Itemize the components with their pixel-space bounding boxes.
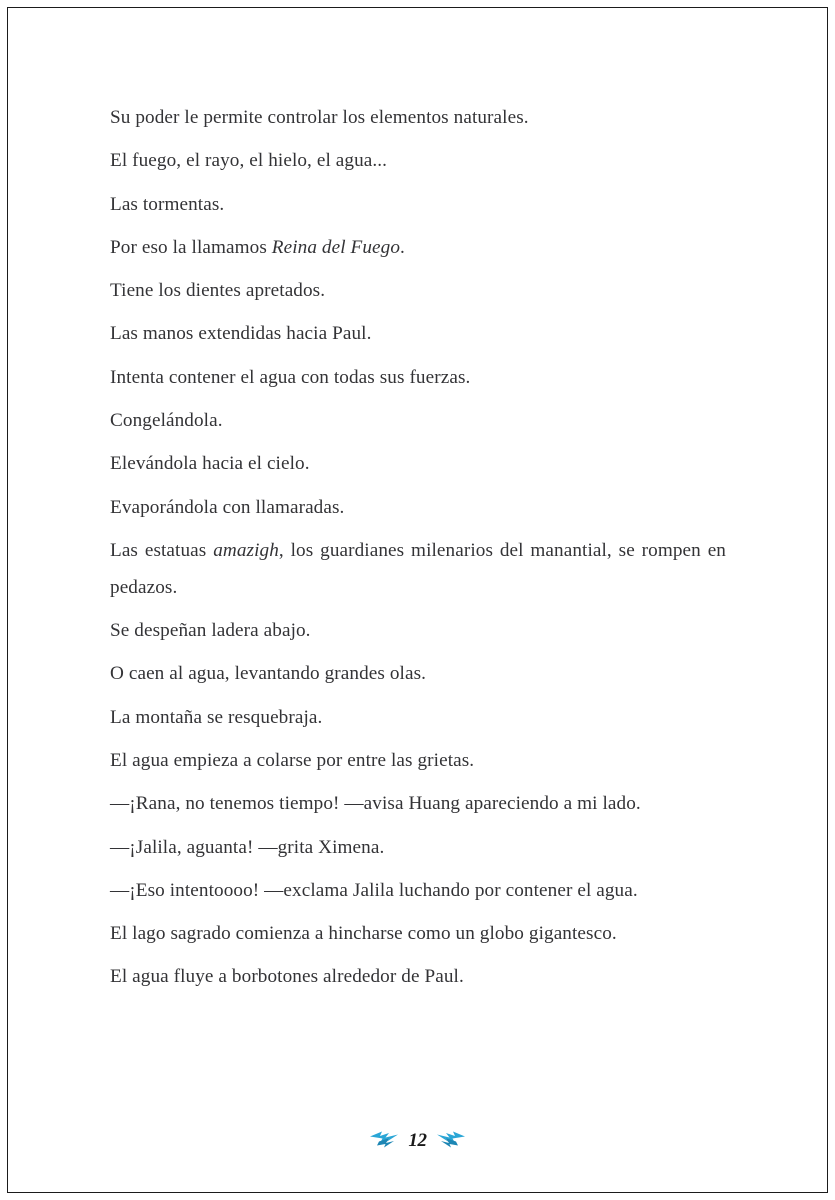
paragraph (110, 656, 726, 693)
text-run: Las estatuas (110, 539, 214, 561)
paragraph (110, 230, 726, 267)
text-run: El agua fluye a borbotones alrededor de Paul. (110, 966, 464, 988)
text-run: Congelándola. (110, 410, 223, 432)
text-run: . (400, 236, 405, 258)
paragraph (110, 613, 726, 650)
text-run: —¡Eso intentoooo! —exclama Jalila luchando por contener el agua. (110, 879, 638, 901)
text-run: La montaña se resquebraja. (110, 706, 323, 728)
paragraph (110, 360, 726, 397)
lightning-bolt-ornament-right (436, 1128, 466, 1150)
paragraph (110, 143, 726, 180)
lightning-bolt-ornament-left (369, 1128, 399, 1150)
text-run: O caen al agua, levantando grandes olas. (110, 663, 427, 685)
paragraph (110, 830, 726, 867)
text-run: Tiene los dientes apretados. (110, 280, 326, 302)
emphasis-text: amazigh (213, 539, 279, 561)
lightning-bolt-icon (369, 1128, 399, 1150)
text-run: Se despeñan ladera abajo. (110, 620, 311, 642)
paragraph (110, 743, 726, 780)
paragraph (110, 446, 726, 483)
paragraph (110, 786, 726, 823)
paragraph (110, 100, 726, 137)
text-run: El fuego, el rayo, el hielo, el agua... (110, 150, 388, 172)
page-number: 12 (408, 1129, 427, 1151)
paragraph (110, 316, 726, 353)
page-footer (0, 1122, 835, 1156)
paragraph (110, 187, 726, 224)
lightning-bolt-icon (436, 1128, 466, 1150)
text-run: El agua empieza a colarse por entre las grietas. (110, 749, 475, 771)
text-run: —¡Rana, no tenemos tiempo! —avisa Huang apareciendo a mi lado. (110, 793, 641, 815)
paragraph (110, 873, 726, 910)
text-run: Las tormentas. (110, 193, 225, 215)
text-run: , los guardianes milenarios del manantial, se rompen en pedazos. (110, 539, 726, 598)
text-run: El lago sagrado comienza a hincharse como un globo gigantesco. (110, 923, 617, 945)
paragraph (110, 959, 726, 996)
text-run: Intenta contener el agua con todas sus fuerzas. (110, 366, 471, 388)
paragraph (110, 273, 726, 310)
paragraph (110, 490, 726, 527)
paragraph (110, 403, 726, 440)
text-run: Evaporándola con llamaradas. (110, 496, 345, 518)
text-run: Las manos extendidas hacia Paul. (110, 323, 372, 345)
page-text-column (110, 100, 726, 1003)
text-run: Su poder le permite controlar los elementos naturales. (110, 107, 529, 128)
paragraph (110, 533, 726, 607)
paragraph (110, 916, 726, 953)
paragraph (110, 700, 726, 737)
text-run: Por eso la llamamos (110, 236, 272, 258)
text-run: —¡Jalila, aguanta! —grita Ximena. (110, 836, 385, 858)
text-run: Elevándola hacia el cielo. (110, 453, 310, 475)
emphasis-text: Reina del Fuego (271, 236, 401, 258)
